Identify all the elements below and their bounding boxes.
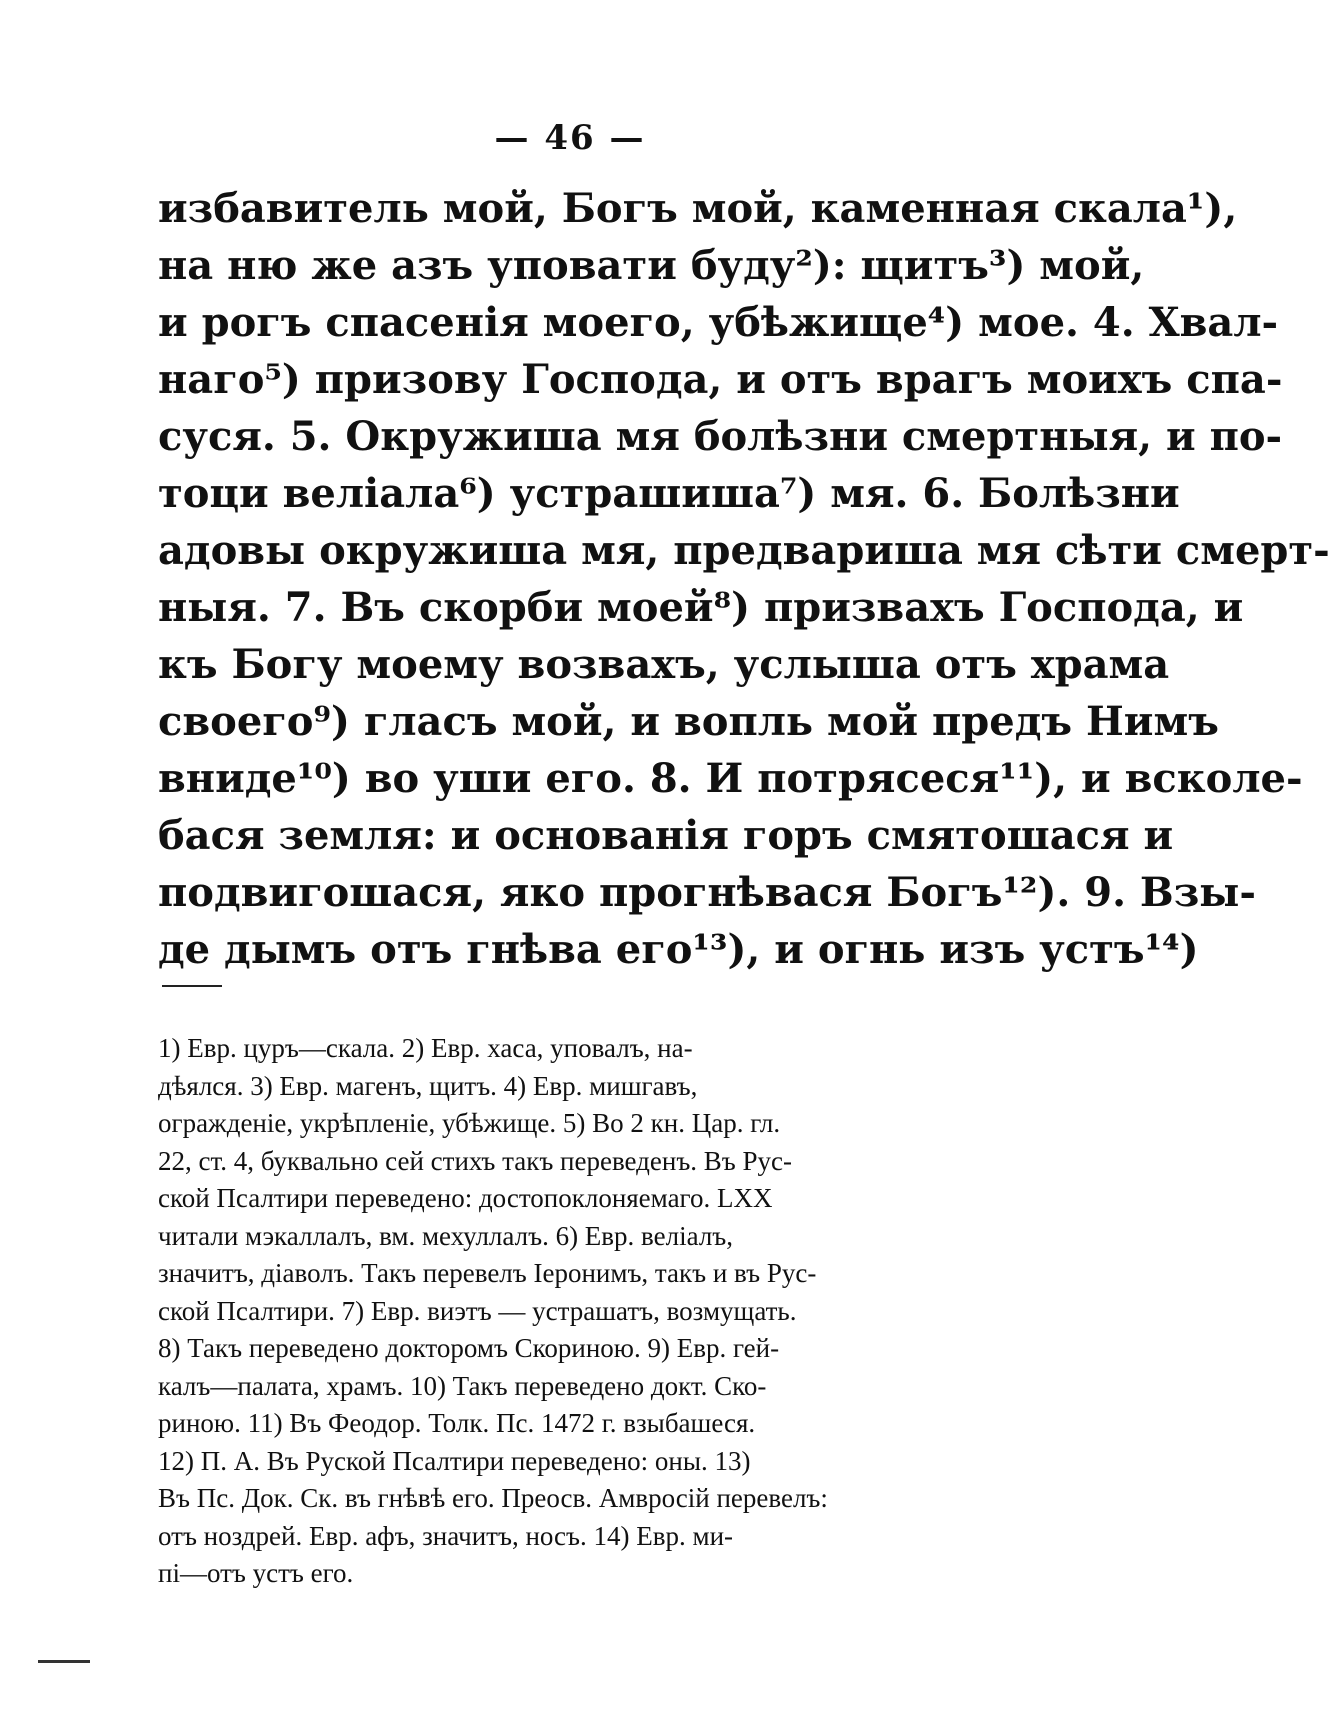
footnote-line: 12) П. А. Въ Руской Псалтири переведено: оны. 13) [158, 1445, 751, 1476]
psalm-line: избавитель мой, Богъ мой, каменная скала¹), [158, 185, 1238, 232]
psalm-line: де дымъ отъ гнѣва его¹³), и огнь изъ устъ¹⁴) [158, 926, 1199, 973]
footnote-line: риною. 11) Въ Феодор. Толк. Пс. 1472 г. взыбашеся. [158, 1408, 756, 1438]
footnote-line: Въ Пс. Док. Ск. въ гнѣвѣ его. Преосв. Амвросій перевелъ: [158, 1483, 828, 1513]
footnote-line: ской Псалтири переведено: достопоклоняемаго. LXX [158, 1183, 773, 1213]
footnotes [158, 1030, 1008, 1593]
footnote-line: отъ ноздрей. Евр. афъ, значитъ, носъ. 14) Евр. ми- [158, 1520, 734, 1551]
footnote-line: огражденіе, укрѣпленіе, убѣжище. 5) Во 2 кн. Цар. гл. [158, 1108, 781, 1138]
psalm-line: бася земля: и основанія горъ смятошася и [158, 812, 1174, 859]
footnote-line: пі—отъ устъ его. [158, 1558, 354, 1588]
footnote-line: 8) Такъ переведено докторомъ Скориною. 9) Евр. гей- [158, 1333, 780, 1363]
psalm-text [158, 180, 1330, 978]
psalm-line: наго⁵) призову Господа, и отъ врагъ моихъ спа- [158, 356, 1283, 403]
psalm-line: адовы окружиша мя, предвариша мя сѣти смерт- [158, 527, 1330, 574]
psalm-line: тоци веліала⁶) устрашиша⁷) мя. 6. Болѣзни [158, 470, 1180, 517]
footnote-line: значитъ, діаволъ. Такъ перевелъ Іеронимъ, такъ и въ Рус- [158, 1258, 817, 1288]
psalm-line: къ Богу моему возвахъ, услыша отъ храма [158, 641, 1170, 688]
margin-mark [38, 1660, 90, 1663]
psalm-line: на ню же азъ уповати буду²): щитъ³) мой, [158, 242, 1145, 289]
psalm-line: подвигошася, яко прогнѣвася Богъ¹²). 9. Взы- [158, 869, 1256, 916]
psalm-line: внидe¹⁰) во уши его. 8. И потрясеся¹¹), и всколе- [158, 755, 1303, 802]
footnote-line: ской Псалтири. 7) Евр. виэтъ — устрашатъ, возмущать. [158, 1295, 797, 1326]
footnote-separator [162, 985, 222, 987]
psalm-line: ныя. 7. Въ скорби моей⁸) призвахъ Господа, и [158, 584, 1244, 631]
page-number: — 46 — [494, 118, 646, 158]
psalm-line: своего⁹) гласъ мой, и вопль мой предъ Нимъ [158, 698, 1219, 745]
footnote-line: 1) Евр. цуръ—скала. 2) Евр. хаса, уповалъ, на- [158, 1033, 693, 1063]
footnote-line: 22, ст. 4, буквально сей стихъ такъ переведенъ. Въ Рус- [158, 1145, 793, 1176]
footnote-line: дѣялся. 3) Евр. магенъ, щитъ. 4) Евр. мишгавъ, [158, 1070, 698, 1101]
footnote-line: читали мэкаллалъ, вм. мехуллалъ. 6) Евр. веліалъ, [158, 1220, 734, 1251]
footnote-line: калъ—палата, храмъ. 10) Такъ переведено докт. Ско- [158, 1370, 767, 1401]
psalm-line: и рогъ спасенія моего, убѣжище⁴) мое. 4. Хвал- [158, 299, 1279, 346]
psalm-line: суся. 5. Окружиша мя болѣзни смертныя, и по- [158, 413, 1283, 460]
